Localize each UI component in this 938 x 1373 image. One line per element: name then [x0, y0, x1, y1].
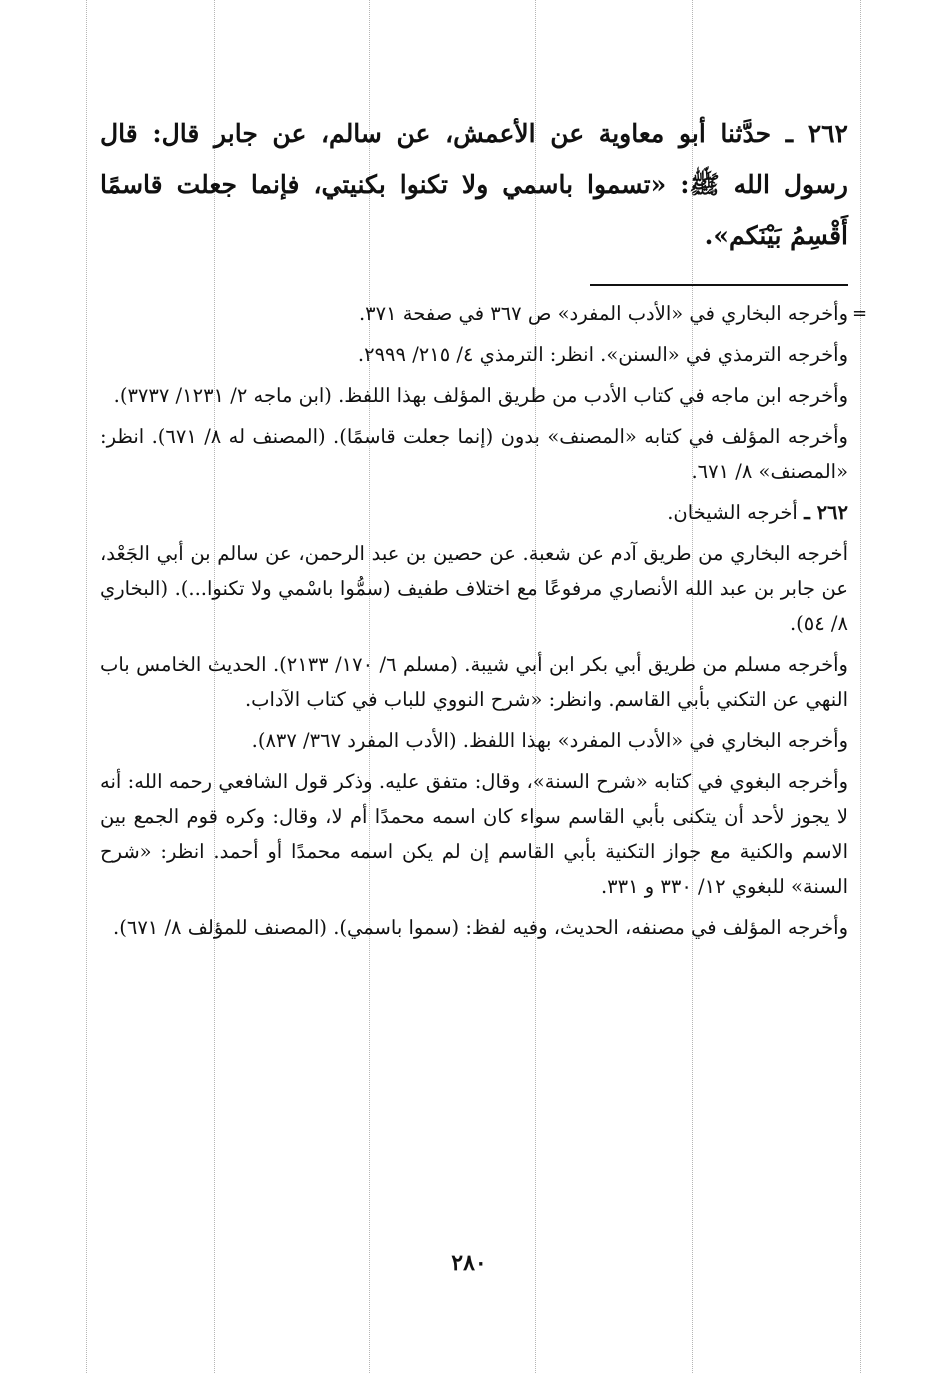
hadith-text: [100, 108, 848, 261]
footnote-paragraph: أخرجه البخاري من طريق آدم عن شعبة. عن حصين بن عبد الرحمن، عن سالم بن أبي الجَعْد، عن جابر بن عبد الله الأنصاري مرفوعًا مع اختلاف طفيف (سمُّوا باسْمي ولا تكنوا...). (البخاري ٨/ ٥٤).: [100, 542, 848, 635]
footnote-head: [100, 495, 848, 530]
continuation-mark: =: [852, 303, 868, 324]
footnote-paragraph: وأخرجه المؤلف في مصنفه، الحديث، وفيه لفظ: (سموا باسمي). (المصنف للمؤلف ٨/ ٦٧١).: [113, 916, 848, 939]
hadith-paragraph: [100, 108, 848, 261]
footnote-paragraph: وأخرجه مسلم من طريق أبي بكر ابن أبي شيبة. (مسلم ٦/ ١٧٠/ ٢١٣٣). الحديث الخامس باب النهي عن التكني بأبي القاسم. وانظر: «شرح النووي للباب في كتاب الآداب.: [100, 653, 848, 711]
footnote-paragraph: وأخرجه البغوي في كتابه «شرح السنة»، وقال: متفق عليه. وذكر قول الشافعي رحمه الله: أنه لا يجوز لأحد أن يتكنى بأبي القاسم سواء كان اسمه محمدًا أم لا، وقال: وكره قوم الجمع بين الاسم والكنية مع جواز التكنية بأبي القاسم إن لم يكن اسمه محمدًا أو أحمد. انظر: «شرح السنة» للبغوي ١٢/ ٣٣٠ و ٣٣١.: [100, 770, 848, 898]
book-page: [100, 108, 868, 951]
footnote-line: وأخرجه ابن ماجه في كتاب الأدب من طريق المؤلف بهذا اللفظ. (ابن ماجه ٢/ ١٢٣١/ ٣٧٣٧).: [113, 384, 848, 407]
scan-guide-line: [860, 0, 861, 1373]
footnote-paragraph: وأخرجه البخاري في «الأدب المفرد» بهذا اللفظ. (الأدب المفرد ٣٦٧/ ٨٣٧).: [251, 729, 848, 752]
hadith-number: ٢٦٢ ـ: [785, 119, 848, 148]
footnotes: [100, 296, 868, 945]
footnote-line: وأخرجه المؤلف في كتابه «المصنف» بدون (إنما جعلت قاسمًا). (المصنف له ٨/ ٦٧١). انظر: «المصنف» ٨/ ٦٧١.: [100, 425, 848, 483]
page-number: ٢٨٠: [451, 1250, 487, 1276]
footnote-number: ٢٦٢ ـ: [804, 501, 848, 524]
hadith-body: حدَّثنا أبو معاوية عن الأعمش، عن سالم، عن جابر قال: قال رسول الله ﷺ: «تسموا باسمي ولا تكنوا بكنيتي، فإنما جعلت قاسمًا أَقْسِمُ بَيْنَكم».: [100, 119, 848, 250]
scan-guide-line: [86, 0, 87, 1373]
footnote-line: وأخرجه البخاري في «الأدب المفرد» ص ٣٦٧ في صفحة ٣٧١.: [358, 302, 848, 325]
footnote-divider: [590, 284, 848, 286]
footnote-line: وأخرجه الترمذي في «السنن». انظر: الترمذي ٤/ ٢١٥/ ٢٩٩٩.: [357, 343, 848, 366]
footnote-head-text: أخرجه الشيخان.: [667, 501, 798, 524]
